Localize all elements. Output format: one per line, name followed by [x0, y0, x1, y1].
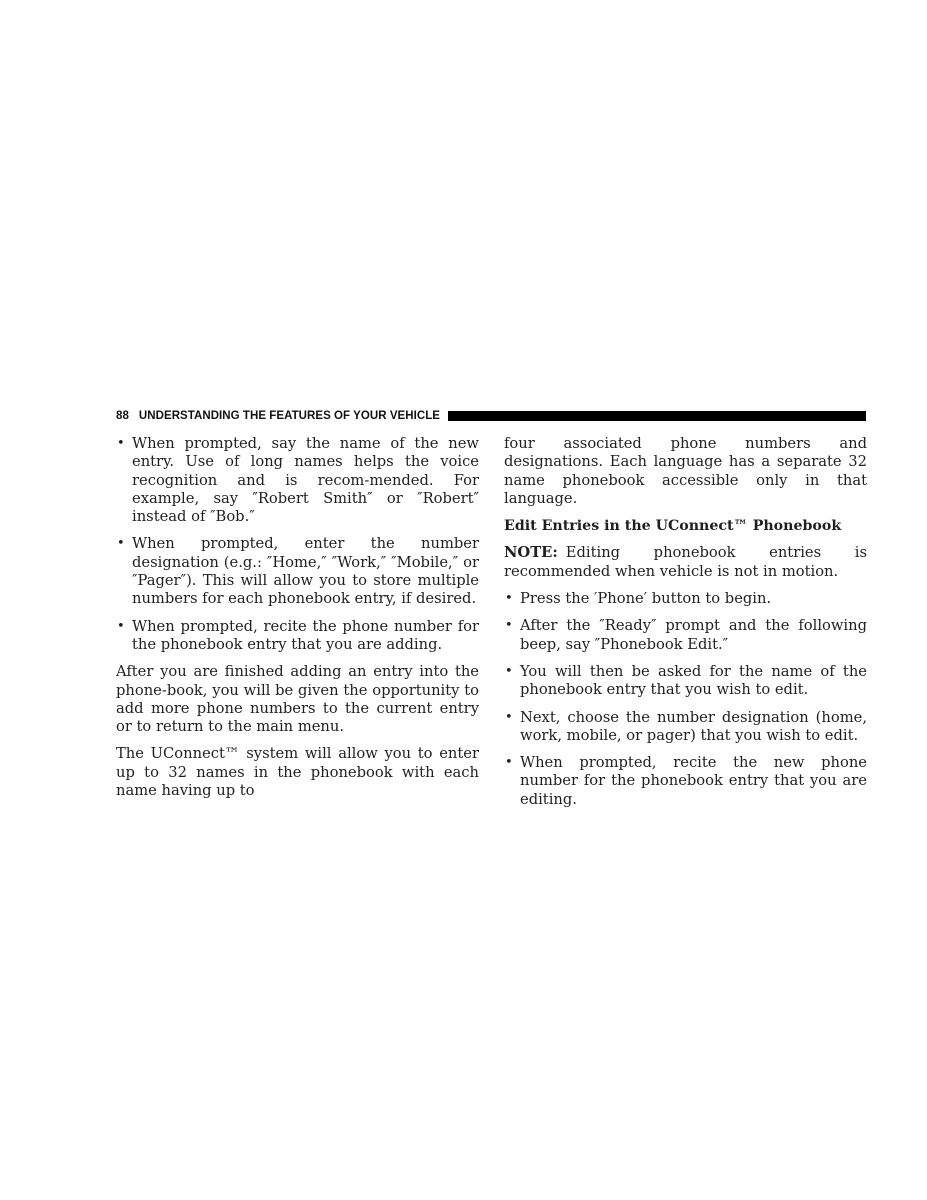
bullet-item-recite-number: • When prompted, recite the phone number for the phonebook entry that you are adding. [116, 618, 479, 655]
bullet-item-phonebook-edit: • After the ″Ready″ prompt and the following beep, say ″Phonebook Edit.″ [504, 617, 867, 654]
paragraph-phonebook-capacity: The UConnect™ system will allow you to enter up to 32 names in the phonebook with each name having up to [116, 745, 479, 800]
paragraph-capacity-continued: four associated phone numbers and designations. Each language has a separate 32 name phonebook accessible only in that language. [504, 435, 867, 507]
bullet-item-name-prompt: • You will then be asked for the name of the phonebook entry that you wish to edit. [504, 663, 867, 700]
note-label: NOTE: [504, 544, 558, 562]
page-header [116, 408, 866, 423]
paragraph-after-adding: After you are finished adding an entry into the phone-book, you will be given the opportunity to add more phone numbers to the current entry or to return to the main menu. [116, 663, 479, 736]
note-text: Editing phonebook entries is recommended when vehicle is not in motion. [504, 544, 867, 580]
add-entry-bullet-list [116, 435, 479, 654]
edit-entry-bullet-list [504, 590, 867, 809]
bullet-item-number-designation: • When prompted, enter the number designation (e.g.: ″Home,″ ″Work,″ ″Mobile,″ or ″Pager″). This will allow you to store multiple numbers for each phonebook entry, if desired. [116, 535, 479, 608]
bullet-item-say-name: • When prompted, say the name of the new entry. Use of long names helps the voice recognition and is recom-mended. For example, say ″Robert Smith″ or ″Robert″ instead of ″Bob.″ [116, 435, 479, 526]
page-number: 88 [116, 409, 129, 422]
note [504, 544, 867, 581]
bullet-item-choose-designation: • Next, choose the number designation (home, work, mobile, or pager) that you wish to edit. [504, 709, 867, 746]
left-column [116, 435, 479, 809]
bullet-item-press-phone: • Press the ′Phone′ button to begin. [504, 590, 867, 608]
right-column [504, 435, 867, 818]
section-heading-edit-entries: Edit Entries in the UConnect™ Phonebook [504, 518, 842, 535]
bullet-item-recite-new-number: • When prompted, recite the new phone number for the phonebook entry that you are editing. [504, 754, 867, 809]
header-rule [448, 411, 866, 421]
section-header-title: UNDERSTANDING THE FEATURES OF YOUR VEHICLE [138, 409, 441, 422]
